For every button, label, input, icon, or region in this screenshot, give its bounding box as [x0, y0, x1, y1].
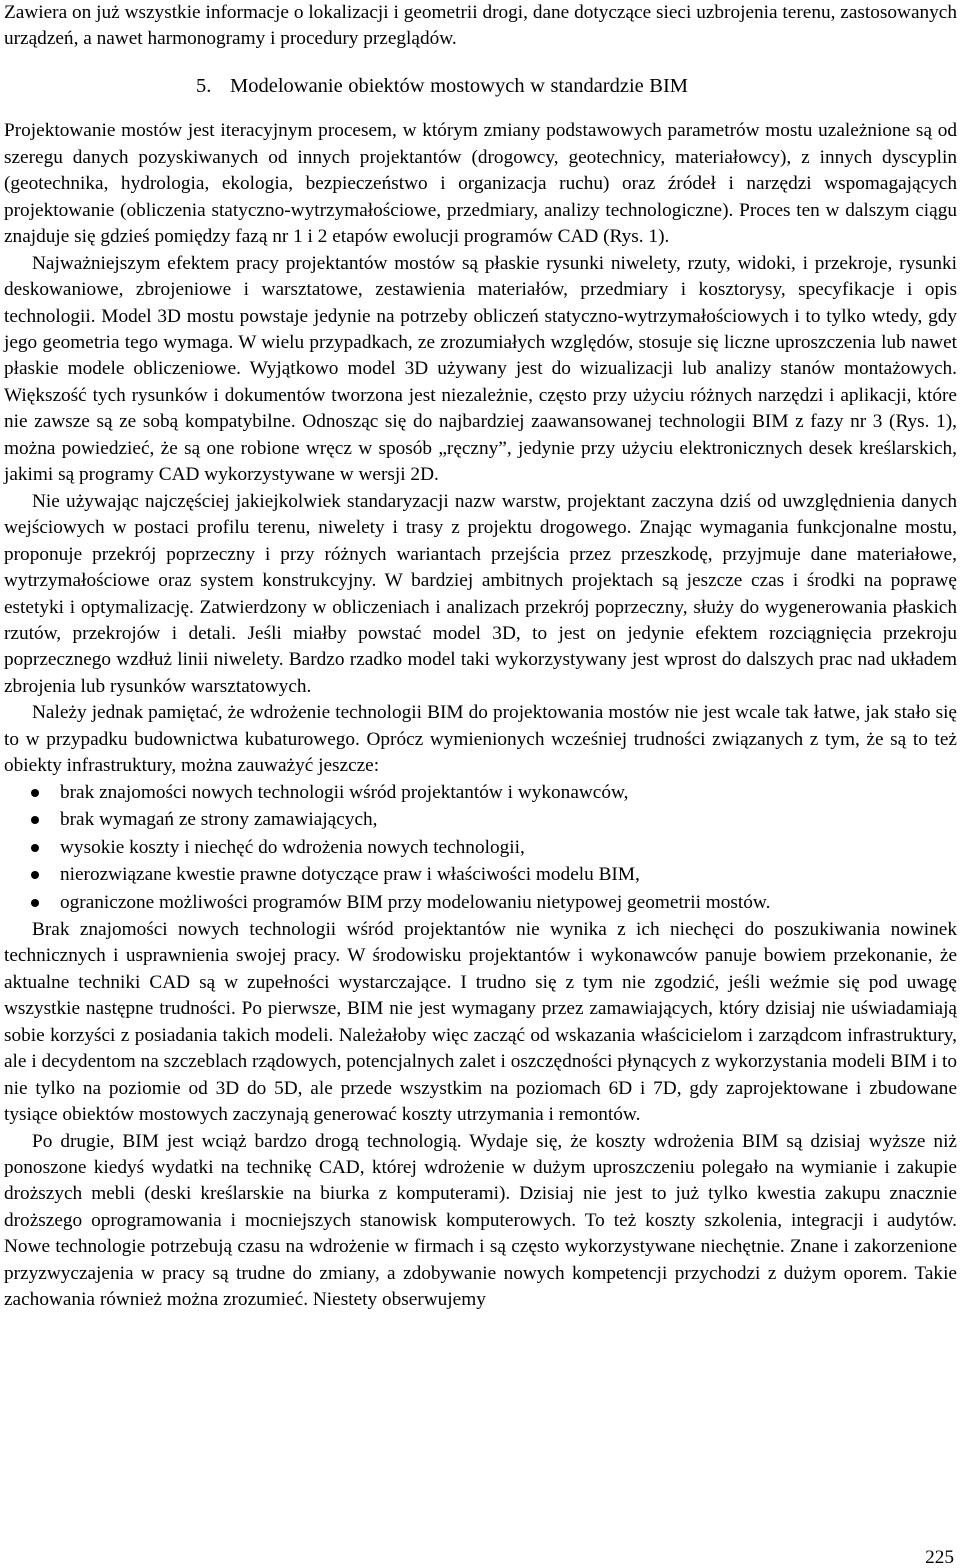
section-number: 5.: [196, 74, 212, 97]
paragraph-2: Najważniejszym efektem pracy projektantów mostów są płaskie rysunki niwelety, rzuty, widoki, i przekroje, rysunki deskowaniowe, zbrojeniowe i warsztatowe, zestawienia materiałów, przedmiary i kosztorysy, specyfikacje i opis technologii. Model 3D mostu powstaje jedynie na potrzeby obliczeń statyczno-wytrzymałościowych i to tylko wtedy, gdy jego geometria tego wymaga. W wielu przypadkach, ze zrozumiałych względów, stosuje się liczne uproszczenia lub nawet płaskie modele obliczeniowe. Wyjątkowo model 3D używany jest do wizualizacji lub analizy stanów montażowych. Większość tych rysunków i dokumentów tworzona jest niezależnie, często przy użyciu różnych narzędzi i aplikacji, które nie zawsze są ze sobą kompatybilne. Odnosząc się do najbardziej zaawansowanej technologii BIM z fazy nr 3 (Rys. 1), można powiedzieć, że są one robione wręcz w sposób „ręczny”, jedynie przy użyciu elektronicznych desek kreślarskich, jakimi są programy CAD wykorzystywane w wersji 2D.: [4, 252, 957, 486]
paragraph-5: Brak znajomości nowych technologii wśród projektantów nie wynika z ich niechęci do poszukiwania nowinek technicznych i usprawnienia swojej pracy. W środowisku projektantów i wykonawców panuje bowiem przekonanie, że aktualne techniki CAD są w zupełności wystarczające. I trudno się z tym nie zgodzić, jeśli weźmie się pod uwagę wszystkie następne trudności. Po pierwsze, BIM nie jest wymagany przez zamawiających, który dzisiaj nie uświadamiają sobie korzyści z posiadania takich modeli. Należałoby więc zacząć od wskazania właścicielom i zarządcom infrastruktury, ale i decydentom na szczeblach rządowych, potencjalnych zalet i oszczędności płynących z wykorzystania modeli BIM i to nie tylko na poziomie od 3D do 5D, ale przede wszystkim na poziomach 6D i 7D, gdy zaprojektowane i zbudowane tysiące obiektów mostowych zaczynają generować koszty utrzymania i remontów.: [4, 918, 957, 1126]
paragraph-1: Projektowanie mostów jest iteracyjnym procesem, w którym zmiany podstawowych parametrów mostu uzależnione są od szeregu danych pozyskiwanych od innych projektantów (drogowcy, geotechnicy, materiałowcy), z innych dyscyplin (geotechnika, hydrologia, ekologia, bezpieczeństwo i organizacja ruchu) oraz źródeł i narzędzi wspomagających projektowanie (obliczenia statyczno-wytrzymałościowe, przedmiary, analizy technologiczne). Proces ten w dalszym ciągu znajduje się gdzieś pomiędzy fazą nr 1 i 2 etapów ewolucji programów CAD (Rys. 1).: [4, 120, 957, 248]
list-item: brak znajomości nowych technologii wśród projektantów i wykonawców,: [4, 780, 957, 806]
list-item: ograniczone możliwości programów BIM przy modelowaniu nietypowej geometrii mostów.: [4, 890, 957, 916]
section-heading: [4, 73, 957, 99]
bullet-dot-icon: [31, 844, 39, 852]
bullet-dot-icon: [31, 899, 39, 907]
document-page: [4, 0, 957, 1314]
paragraph-intro: Zawiera on już wszystkie informacje o lokalizacji i geometrii drogi, dane dotyczące sieci uzbrojenia terenu, zastosowanych urządzeń, a nawet harmonogramy i procedury przeglądów.: [4, 2, 957, 50]
bullet-dot-icon: [31, 789, 39, 797]
bullet-dot-icon: [31, 816, 39, 824]
bullet-dot-icon: [31, 871, 39, 879]
paragraph-3: Nie używając najczęściej jakiejkolwiek standaryzacji nazw warstw, projektant zaczyna dziś od uwzględnienia danych wejściowych w postaci profilu terenu, niwelety i trasy z projektu drogowego. Znając wymagania funkcjonalne mostu, proponuje przekrój poprzeczny i przy różnych wariantach przejścia przez przeszkodę, przyjmuje dane materiałowe, wytrzymałościowe oraz system konstrukcyjny. W bardziej ambitnych projektach są jeszcze czas i środki na poprawę estetyki i optymalizację. Zatwierdzony w obliczeniach i analizach przekrój poprzeczny, służy do wygenerowania płaskich rzutów, przekrojów i detali. Jeśli miałby powstać model 3D, to jest on jedynie efektem rozciągnięcia przekroju poprzecznego wzdłuż linii niwelety. Bardzo rzadko model taki wykorzystywany jest wprost do dalszych prac nad układem zbrojenia lub rysunków warsztatowych.: [4, 490, 957, 697]
page-number: 225: [925, 1547, 954, 1568]
section-title: Modelowanie obiektów mostowych w standardzie BIM: [230, 74, 689, 97]
bullet-list: [4, 780, 957, 916]
paragraph-4: Należy jednak pamiętać, że wdrożenie technologii BIM do projektowania mostów nie jest wcale tak łatwe, jak stało się to w przypadku budownictwa kubaturowego. Oprócz wymienionych wcześniej trudności związanych z tym, że są to też obiekty infrastruktury, można zauważyć jeszcze:: [4, 702, 957, 777]
list-item: brak wymagań ze strony zamawiających,: [4, 807, 957, 833]
paragraph-6: Po drugie, BIM jest wciąż bardzo drogą technologią. Wydaje się, że koszty wdrożenia BIM są dzisiaj wyższe niż ponoszone kiedyś wydatki na technikę CAD, której wdrożenie w dużym uproszczeniu polegało na wymianie i zakupie droższych mebli (deski kreślarskie na biurka z komputerami). Dzisiaj nie jest to już tylko kwestia zakupu znacznie droższego oprogramowania i mocniejszych stanowisk komputerowych. To też koszty szkolenia, integracji i audytów. Nowe technologie potrzebują czasu na wdrożenie w firmach i są często wykorzystywane niechętnie. Znane i zakorzenione przyzwyczajenia w pracy są trudne do zmiany, a zdobywanie nowych kompetencji przychodzi z dużym oporem. Takie zachowania również można zrozumieć. Niestety obserwujemy: [4, 1130, 957, 1311]
list-item: wysokie koszty i niechęć do wdrożenia nowych technologii,: [4, 835, 957, 861]
list-item: nierozwiązane kwestie prawne dotyczące praw i właściwości modelu BIM,: [4, 862, 957, 888]
